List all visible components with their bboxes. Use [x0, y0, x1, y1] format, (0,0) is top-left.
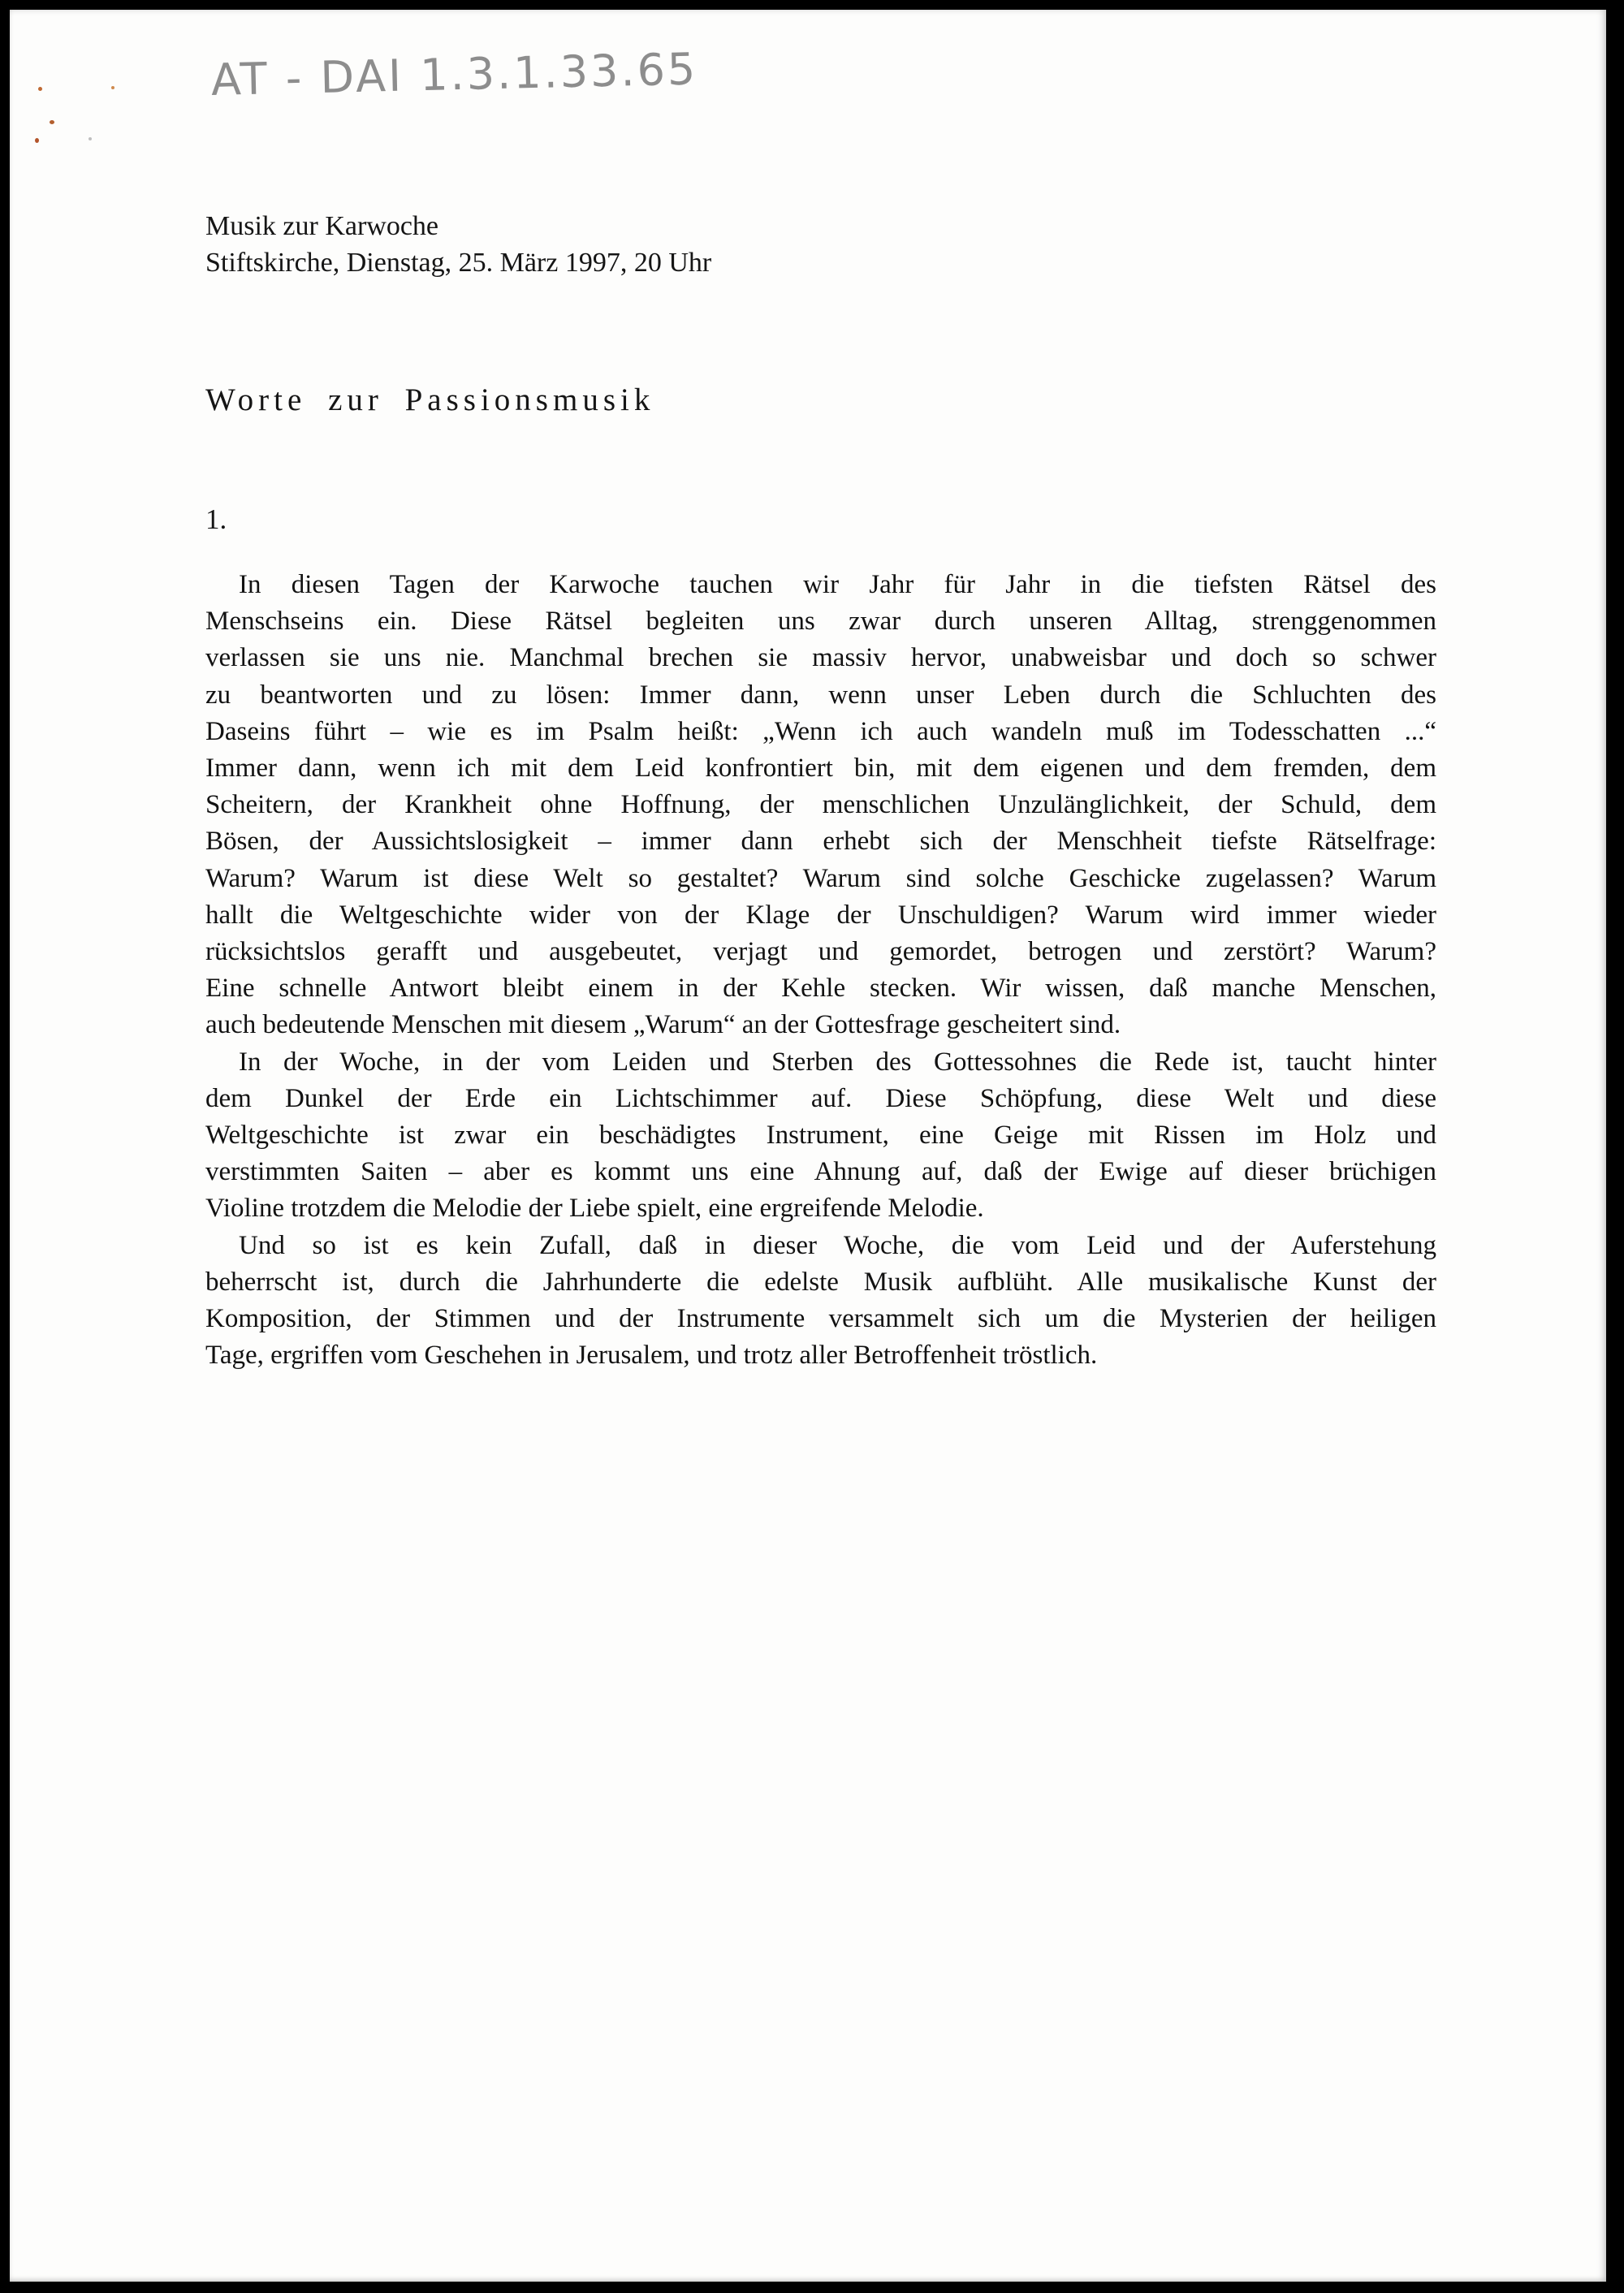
text-line: Daseins führt – wie es im Psalm heißt: „Wenn ich auch wandeln muß im Todesschatten ...“ — [205, 716, 1436, 746]
text-line: Und so ist es kein Zufall, daß in dieser Woche, die vom Leid und der Auferstehung — [239, 1230, 1436, 1260]
paragraph-1 — [205, 567, 1436, 1044]
text-line: verlassen sie uns nie. Manchmal brechen sie massiv hervor, unabweisbar und doch so schwer — [205, 643, 1436, 673]
paper-speck — [38, 87, 42, 91]
event-venue-date: Stiftskirche, Dienstag, 25. März 1997, 20 Uhr — [205, 248, 712, 278]
text-line: Eine schnelle Antwort bleibt einem in der Kehle stecken. Wir wissen, daß manche Menschen, — [205, 974, 1436, 1004]
text-line: hallt die Weltgeschichte wider von der Klage der Unschuldigen? Warum wird immer wieder — [205, 900, 1436, 930]
paper-speck — [111, 86, 114, 89]
paragraph-3 — [205, 1228, 1436, 1375]
paper-speck — [89, 137, 92, 140]
text-line: Bösen, der Aussichtslosigkeit – immer dann erhebt sich der Menschheit tiefste Rätselfrage: — [205, 827, 1436, 857]
document-title: Worte zur Passionsmusik — [205, 382, 655, 417]
text-line: In der Woche, in der vom Leiden und Sterben des Gottessohnes die Rede ist, taucht hinter — [239, 1047, 1436, 1077]
event-header — [205, 208, 711, 281]
text-line: dem Dunkel der Erde ein Lichtschimmer auf. Diese Schöpfung, diese Welt und diese — [205, 1083, 1436, 1113]
text-line: beherrscht ist, durch die Jahrhunderte die edelste Musik aufblüht. Alle musikalische Kunst der — [205, 1267, 1436, 1297]
text-line: zu beantworten und zu lösen: Immer dann, wenn unser Leben durch die Schluchten des — [205, 680, 1436, 710]
text-line: rücksichtslos gerafft und ausgebeutet, verjagt und gemordet, betrogen und zerstört? Warum? — [205, 937, 1436, 967]
document-page — [10, 10, 1606, 2282]
archive-reference-annotation: AT - DAI 1.3.1.33.65 — [210, 43, 698, 106]
text-line: In diesen Tagen der Karwoche tauchen wir Jahr für Jahr in die tiefsten Rätsel des — [239, 570, 1436, 599]
event-title: Musik zur Karwoche — [205, 211, 439, 241]
text-line: auch bedeutende Menschen mit diesem „Warum“ an der Gottesfrage gescheitert sind. — [205, 1010, 1121, 1040]
text-line: Warum? Warum ist diese Welt so gestaltet? Warum sind solche Geschicke zugelassen? Warum — [205, 863, 1436, 893]
paper-speck — [50, 120, 54, 124]
text-line: verstimmten Saiten – aber es kommt uns eine Ahnung auf, daß der Ewige auf dieser brüchigen — [205, 1157, 1436, 1187]
paper-speck — [35, 138, 39, 143]
text-line: Scheitern, der Krankheit ohne Hoffnung, der menschlichen Unzulänglichkeit, der Schuld, dem — [205, 790, 1436, 820]
text-line: Komposition, der Stimmen und der Instrumente versammelt sich um die Mysterien der heiligen — [205, 1304, 1436, 1334]
text-line: Menschseins ein. Diese Rätsel begleiten uns zwar durch unseren Alltag, strenggenommen — [205, 607, 1436, 637]
text-line: Tage, ergriffen vom Geschehen in Jerusalem, und trotz aller Betroffenheit tröstlich. — [205, 1341, 1098, 1371]
text-line: Weltgeschichte ist zwar ein beschädigtes Instrument, eine Geige mit Rissen im Holz und — [205, 1121, 1436, 1151]
body-text — [205, 567, 1436, 1374]
paragraph-2 — [205, 1044, 1436, 1228]
text-line: Immer dann, wenn ich mit dem Leid konfrontiert bin, mit dem eigenen und dem fremden, dem — [205, 754, 1436, 784]
text-line: Violine trotzdem die Melodie der Liebe spielt, eine ergreifende Melodie. — [205, 1194, 984, 1224]
section-number: 1. — [205, 503, 227, 535]
